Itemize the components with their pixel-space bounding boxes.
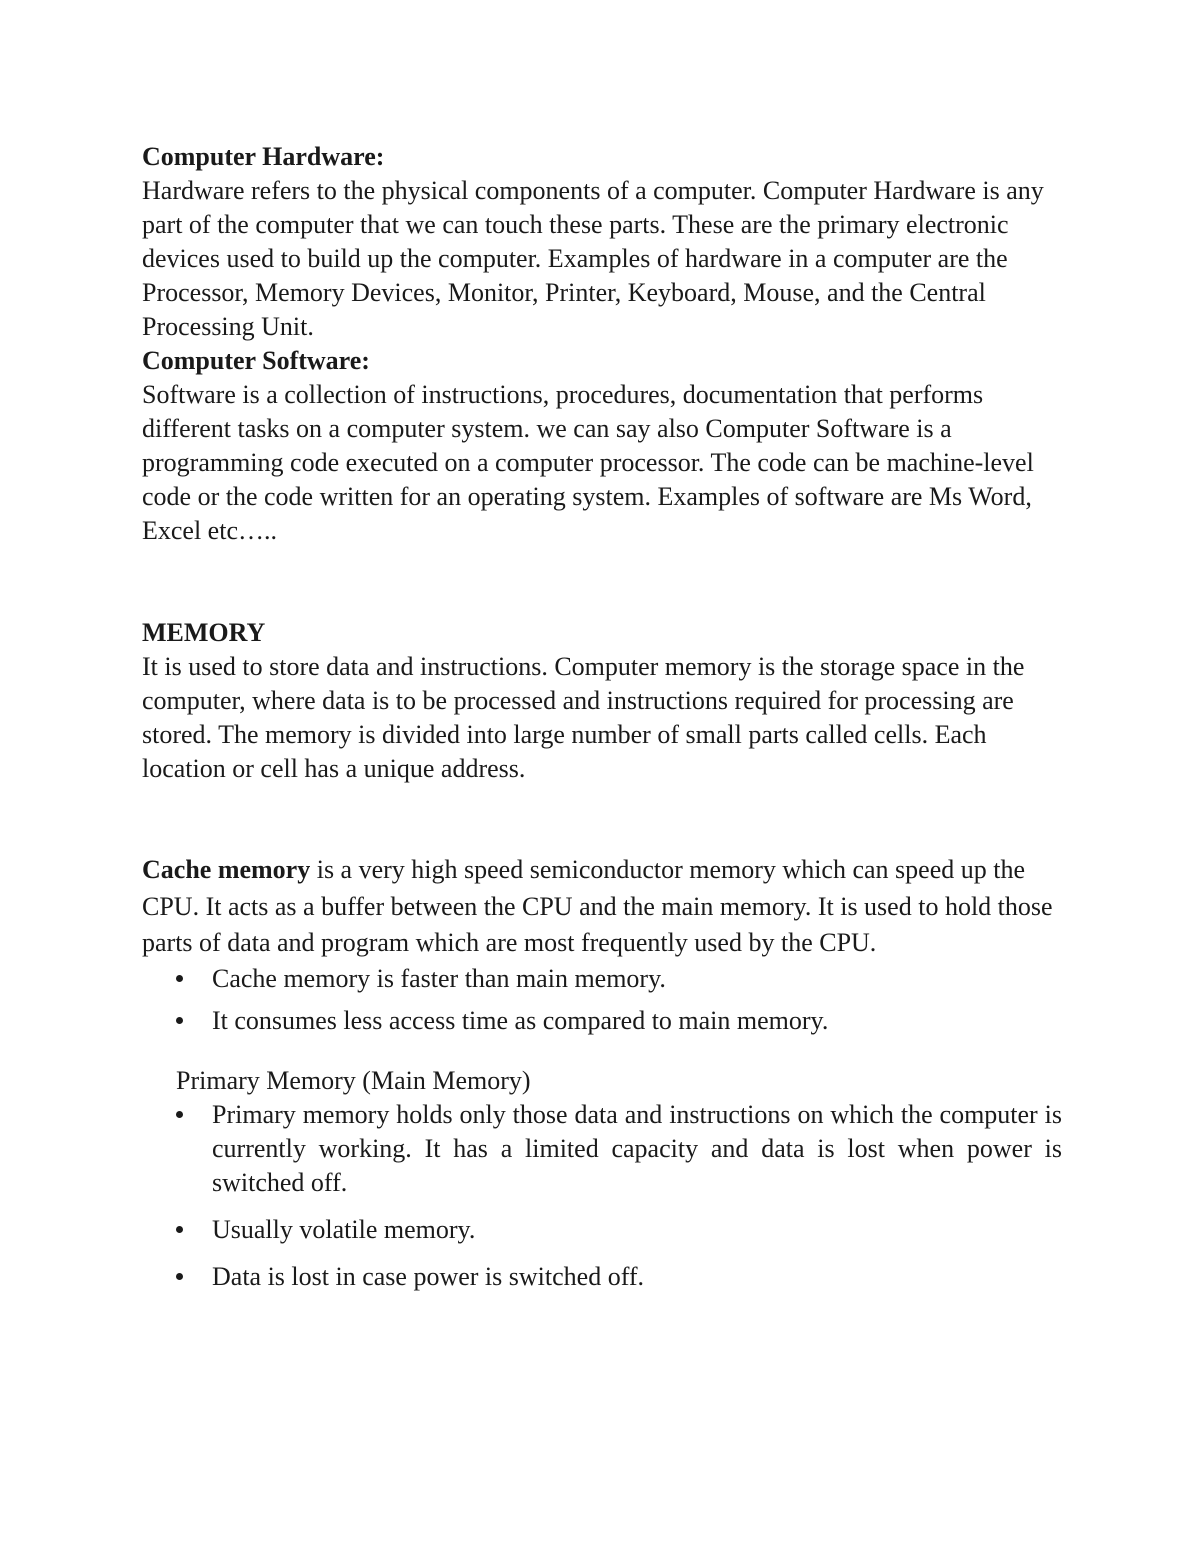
bullet-dot-icon	[176, 1017, 183, 1024]
list-item-text: Primary memory holds only those data and instructions on which the computer is currently working. It has a limited capacity and data is lost when power is switched off.	[212, 1099, 1062, 1197]
list-item-text: Cache memory is faster than main memory.	[212, 963, 666, 993]
hardware-paragraph: Hardware refers to the physical components of a computer. Computer Hardware is any part of the computer that we can touch these parts. These are the primary electronic devices used to build up the computer. Examples of hardware in a computer are the Processor, Memory Devices, Monitor, Printer, Keyboard, Mouse, and the Central Processing Unit.	[142, 176, 1044, 341]
memory-paragraph: It is used to store data and instructions. Computer memory is the storage space in the computer, where data is to be processed and instructions required for processing are stored. The memory is divided into large number of small parts called cells. Each location or cell has a unique address.	[142, 652, 1025, 783]
list-item	[142, 962, 1062, 996]
bullet-dot-icon	[176, 1111, 183, 1118]
software-paragraph: Software is a collection of instructions, procedures, documentation that performs different tasks on a computer system. we can say also Computer Software is a programming code executed on a computer processor. The code can be machine-level code or the code written for an operating system. Examples of software are Ms Word, Excel etc…..	[142, 380, 1034, 545]
hardware-heading: Computer Hardware:	[142, 142, 385, 171]
software-heading: Computer Software:	[142, 346, 370, 375]
list-item	[142, 1260, 1062, 1294]
list-item	[142, 1004, 1062, 1038]
bullet-dot-icon	[176, 1273, 183, 1280]
cache-term: Cache memory	[142, 855, 311, 884]
cache-paragraph	[142, 852, 1062, 962]
cache-bullet-list	[142, 962, 1062, 1038]
memory-heading: MEMORY	[142, 618, 266, 647]
primary-bullet-list	[142, 1098, 1062, 1294]
cache-text: is a very high speed semiconductor memory which can speed up the CPU. It acts as a buffer between the CPU and the main memory. It is used to hold those parts of data and program which are most frequently used by the CPU.	[142, 855, 1053, 957]
bullet-dot-icon	[176, 975, 183, 982]
list-item-text: Usually volatile memory.	[212, 1214, 476, 1244]
list-item-text: It consumes less access time as compared to main memory.	[212, 1005, 829, 1035]
document-page	[142, 140, 1062, 1294]
bullet-dot-icon	[176, 1226, 183, 1233]
list-item	[142, 1098, 1062, 1200]
list-item	[142, 1213, 1062, 1247]
list-item-text: Data is lost in case power is switched off.	[212, 1261, 645, 1291]
primary-memory-heading: Primary Memory (Main Memory)	[176, 1065, 531, 1095]
